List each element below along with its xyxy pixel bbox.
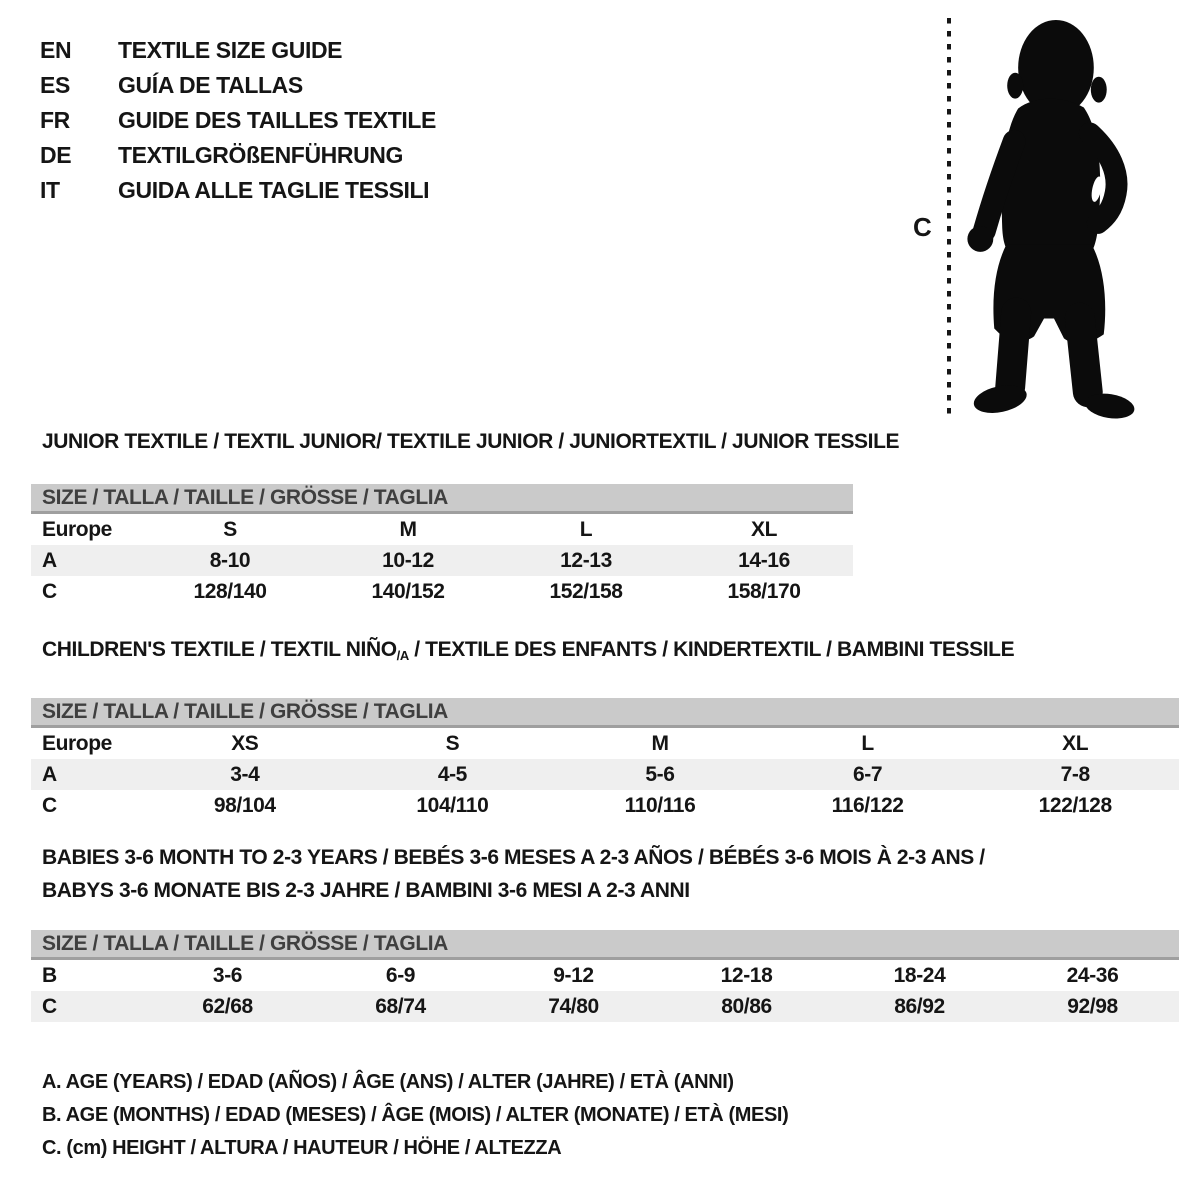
- language-row-en: [40, 33, 436, 68]
- children-heading-suffix: / TEXTILE DES ENFANTS / KINDERTEXTIL / BAMBINI TESSILE: [408, 638, 1015, 661]
- language-title-list: [40, 33, 436, 208]
- table-cell: 110/116: [624, 793, 696, 817]
- section-junior-textile: [31, 430, 900, 607]
- table-cell: S: [445, 731, 460, 755]
- children-heading-prefix: CHILDREN'S TEXTILE / TEXTIL NIÑO: [42, 638, 397, 661]
- measurement-legend: [42, 1066, 788, 1165]
- table-cell: 6-7: [853, 762, 883, 786]
- table-cell: 104/110: [416, 793, 489, 817]
- table-cell: 10-12: [382, 548, 434, 572]
- table-cell: L: [579, 517, 593, 541]
- legend-line-c: C. (cm) HEIGHT / ALTURA / HAUTEUR / HÖHE / ALTEZZA: [42, 1137, 562, 1159]
- table-cell: 80/86: [721, 994, 772, 1018]
- table-cell: M: [399, 517, 417, 541]
- table-cell: 6-9: [385, 963, 416, 987]
- language-row-it: [40, 173, 436, 208]
- table-row: [31, 728, 1179, 759]
- size-header-bar: SIZE / TALLA / TAILLE / GRÖSSE / TAGLIA: [31, 484, 853, 514]
- table-cell: 4-5: [437, 762, 467, 786]
- table-cell: 18-24: [893, 963, 946, 987]
- table-cell: 152/158: [549, 579, 623, 603]
- table-cell: 14-16: [738, 548, 790, 572]
- table-cell: 8-10: [209, 548, 251, 572]
- children-heading-sub: /A: [396, 648, 409, 663]
- table-cell: 68/74: [375, 994, 426, 1018]
- guide-title-de: TEXTILGRÖßENFÜHRUNG: [118, 142, 403, 168]
- table-cell: S: [223, 517, 237, 541]
- table-row: [31, 960, 1179, 991]
- row-label: Europe: [42, 517, 112, 541]
- language-row-de: [40, 138, 436, 173]
- size-header-bar: SIZE / TALLA / TAILLE / GRÖSSE / TAGLIA: [31, 930, 1179, 960]
- junior-section-heading: JUNIOR TEXTILE / TEXTIL JUNIOR/ TEXTILE JUNIOR / JUNIORTEXTIL / JUNIOR TESSILE: [42, 430, 900, 453]
- guide-title-it: GUIDA ALLE TAGLIE TESSILI: [118, 177, 430, 203]
- row-label: Europe: [42, 731, 112, 755]
- table-cell: 12-13: [560, 548, 612, 572]
- table-cell: M: [651, 731, 669, 755]
- children-size-table: [31, 698, 1179, 821]
- table-cell: 7-8: [1060, 762, 1090, 786]
- junior-size-table: [31, 484, 853, 607]
- babies-heading-line2: BABYS 3-6 MONATE BIS 2-3 JAHRE / BAMBINI 3-6 MESI A 2-3 ANNI: [42, 879, 690, 902]
- guide-title-es: GUÍA DE TALLAS: [118, 72, 303, 98]
- table-cell: 158/170: [727, 579, 801, 603]
- guide-title-fr: GUIDE DES TAILLES TEXTILE: [118, 107, 436, 133]
- row-label: C: [42, 579, 57, 603]
- language-code: ES: [40, 72, 70, 98]
- guide-title-en: TEXTILE SIZE GUIDE: [118, 37, 343, 63]
- babies-heading-line1: BABIES 3-6 MONTH TO 2-3 YEARS / BEBÉS 3-6 MESES A 2-3 AÑOS / BÉBÉS 3-6 MOIS À 2-3 ANS /: [42, 846, 985, 869]
- table-row: [31, 514, 853, 545]
- row-label: A: [42, 548, 57, 572]
- language-code: IT: [40, 177, 60, 203]
- table-cell: 92/98: [1067, 994, 1118, 1018]
- language-row-es: [40, 68, 436, 103]
- toddler-silhouette-image: [958, 14, 1142, 422]
- table-cell: 86/92: [894, 994, 945, 1018]
- children-section-heading: [42, 638, 1179, 668]
- table-cell: 122/128: [1038, 793, 1112, 817]
- table-row: [31, 576, 853, 607]
- table-cell: 12-18: [720, 963, 773, 987]
- table-row: [31, 759, 1179, 790]
- section-childrens-textile: [31, 638, 1179, 821]
- height-measure-label: C: [913, 212, 932, 242]
- language-code: FR: [40, 107, 70, 133]
- table-cell: 116/122: [831, 793, 904, 817]
- table-cell: 3-6: [212, 963, 243, 987]
- legend-line-b: B. AGE (MONTHS) / EDAD (MESES) / ÂGE (MOIS) / ALTER (MONATE) / ETÀ (MESI): [42, 1104, 789, 1126]
- table-cell: 62/68: [202, 994, 253, 1018]
- table-cell: 24-36: [1066, 963, 1119, 987]
- table-cell: XS: [231, 731, 259, 755]
- legend-line-a: A. AGE (YEARS) / EDAD (AÑOS) / ÂGE (ANS) / ALTER (JAHRE) / ETÀ (ANNI): [42, 1071, 734, 1093]
- table-cell: L: [861, 731, 874, 755]
- section-babies-textile: [31, 841, 1179, 1022]
- table-cell: 98/104: [213, 793, 276, 817]
- row-label: B: [42, 963, 57, 987]
- babies-size-table: [31, 930, 1179, 1022]
- table-cell: 3-4: [230, 762, 260, 786]
- table-cell: 140/152: [371, 579, 445, 603]
- table-cell: 9-12: [553, 963, 594, 987]
- babies-section-heading: [42, 841, 1179, 907]
- table-cell: 74/80: [548, 994, 599, 1018]
- language-row-fr: [40, 103, 436, 138]
- table-cell: 5-6: [645, 762, 675, 786]
- row-label: C: [42, 994, 57, 1018]
- language-code: EN: [40, 37, 72, 63]
- table-row: [31, 790, 1179, 821]
- size-header-bar: SIZE / TALLA / TAILLE / GRÖSSE / TAGLIA: [31, 698, 1179, 728]
- height-measure-dotted-line: [947, 18, 951, 414]
- row-label: C: [42, 793, 57, 817]
- table-row: [31, 991, 1179, 1022]
- table-cell: XL: [750, 517, 778, 541]
- table-cell: 128/140: [193, 579, 267, 603]
- table-cell: XL: [1062, 731, 1089, 755]
- table-row: [31, 545, 853, 576]
- row-label: A: [42, 762, 57, 786]
- language-code: DE: [40, 142, 72, 168]
